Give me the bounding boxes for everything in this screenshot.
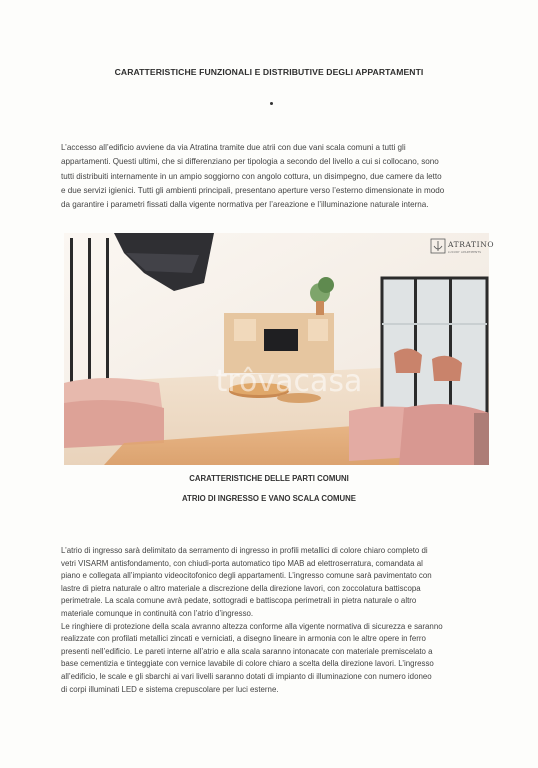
body-line: all’edificio, le scale e gli sbarchi ai vari livelli saranno dotati di impianto di illuminazione con numero idoneo: [61, 671, 432, 681]
body-line: piano e collegata all’impianto videocitofonico degli appartamenti. L’ingresso comune sarà pavimentato con: [61, 571, 432, 581]
bullet-dot: [270, 102, 273, 105]
body-line: realizzate con profilati metallici zincati e verniciati, a disegno lineare in armonia con le altre opere in ferro: [61, 634, 426, 644]
body-line: vetri VISARM antisfondamento, con chiudi-porta automatico tipo MAB ad elettroserratura, comandata al: [61, 558, 423, 568]
body-line: materiale comunque in continuità con l’atrio d’ingresso.: [61, 608, 254, 618]
watermark-text: trôvacasa: [215, 364, 363, 399]
body-line: L’atrio di ingresso sarà delimitato da serramento di ingresso in profili metallici di colore chiaro completo di: [61, 546, 428, 555]
body-paragraph: [61, 545, 443, 696]
body-line: di corpi illuminati LED e sistema crepuscolare per luci esterne.: [61, 684, 279, 694]
logo-subtext: LUXURY APARTMENTS: [448, 251, 482, 254]
intro-paragraph: [61, 141, 444, 212]
section-title: CARATTERISTICHE DELLE PARTI COMUNI: [189, 474, 349, 483]
page-title: CARATTERISTICHE FUNZIONALI E DISTRIBUTIVE DEGLI APPARTAMENTI: [114, 67, 424, 77]
logo-text: ATRATINO: [448, 240, 495, 249]
intro-line: appartamenti. Questi ultimi, che si differenziano per tipologia a secondo del livello a cui si collocano, sono: [61, 157, 439, 167]
living-room-render: [64, 233, 495, 465]
body-line: presenti nell’edificio. Le pareti interne all’atrio e alla scala saranno intonacate con materiale premiscelato a: [61, 646, 433, 656]
body-line: lastre di pietra naturale o altro materiale a discrezione della direzione lavori, con zoccolatura battiscopa: [61, 583, 421, 593]
intro-line: L’accesso all’edificio avviene da via Atratina tramite due atrii con due vani scala comuni a tutti gli: [61, 143, 406, 152]
intro-line: da garantire i parametri fissati dalla vigente normativa per l’areazione e l’illuminazione naturale interna.: [61, 200, 429, 210]
body-line: base cementizia e tinteggiate con vernice lavabile di colore chiaro a scelta della direzione lavori. L’ingresso: [61, 659, 434, 669]
intro-line: tutti distribuiti internamente in un ampio soggiorno con angolo cottura, un disimpegno, due camere da letto: [61, 171, 442, 181]
body-line: Le ringhiere di protezione della scala avranno altezza conforme alla vigente normativa di sicurezza e saranno: [61, 621, 443, 631]
intro-line: e due servizi igienici. Tutti gli ambienti principali, presentano aperture verso l’esterno dimensionate in modo: [61, 185, 445, 195]
interior-render-image: [64, 233, 495, 465]
body-line: perimetrale. La scala comune avrà pedate, sottogradi e battiscopa perimetrali in pietra naturale o altro: [61, 596, 417, 606]
section-subtitle: ATRIO DI INGRESSO E VANO SCALA COMUNE: [182, 494, 356, 503]
